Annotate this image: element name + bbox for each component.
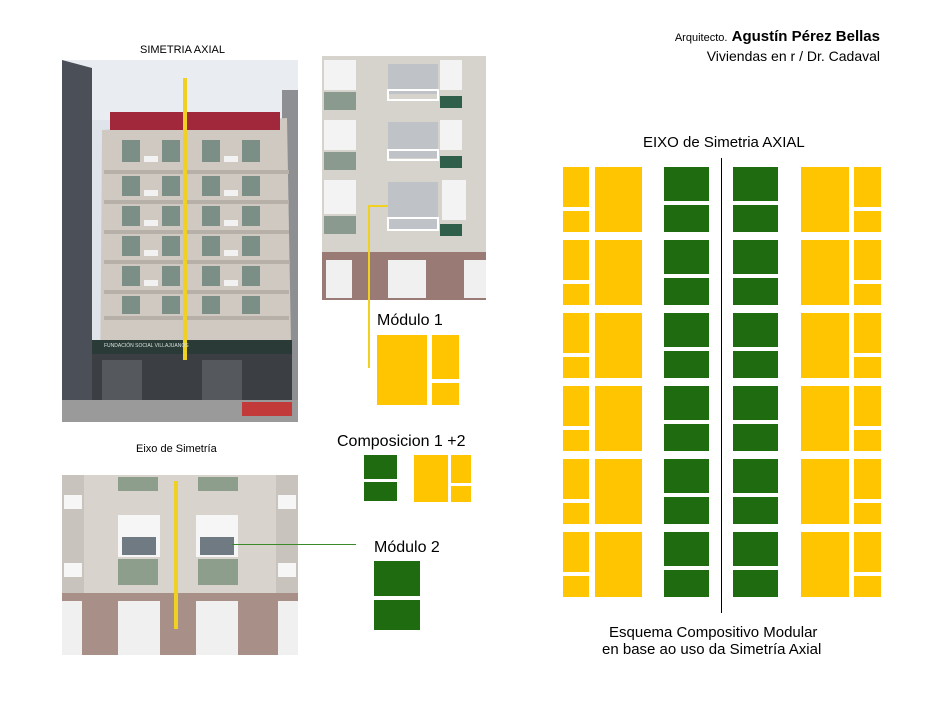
scheme-green-bottom [733,424,778,451]
architect-prefix: Arquitecto. [674,32,728,44]
simetria-axial-label: SIMETRIA AXIAL [140,44,225,56]
symmetry-axis-line [721,158,722,613]
scheme-green-top [664,459,709,493]
scheme-green-bottom [664,205,709,232]
scheme-green-bottom [733,351,778,378]
scheme-yellow-small-top [563,459,589,499]
architect-name: Agustín Pérez Bellas [731,28,880,45]
scheme-yellow-large [595,240,642,305]
scheme-yellow-small-top [563,313,589,353]
scheme-yellow-small-top [854,240,881,280]
scheme-green-bottom [733,497,778,524]
modulo-1-label: Módulo 1 [377,312,443,329]
scheme-yellow-small-bottom [854,576,881,597]
scheme-green-top [733,532,778,566]
facade-sign-text: FUNDACIÓN SOCIAL VILLAJUANOS [104,343,189,349]
modulo-1-block-large [377,335,427,405]
composicion-yellow-bottom [451,486,471,502]
scheme-green-bottom [664,497,709,524]
scheme-yellow-large [801,532,849,597]
composicion-label: Composicion 1 +2 [337,433,466,450]
scheme-yellow-small-bottom [563,357,589,378]
project-name: Viviendas en r / Dr. Cadaval [706,48,880,64]
scheme-yellow-large [595,313,642,378]
facade-detail-photo [322,56,486,300]
scheme-green-top [733,240,778,274]
scheme-green-bottom [664,351,709,378]
scheme-yellow-small-top [854,459,881,499]
eixo-simetria-label: Eixo de Simetría [136,443,217,455]
composicion-yellow-top [451,455,471,483]
modulo-2-leader [232,544,356,545]
scheme-yellow-small-bottom [563,211,589,232]
scheme-yellow-large [801,167,849,232]
composicion-yellow-large [414,455,448,502]
scheme-green-top [733,313,778,347]
scheme-green-top [733,167,778,201]
scheme-yellow-small-top [563,240,589,280]
modulo-2-block-top [374,561,420,596]
composicion-green-bottom [364,482,397,501]
modulo-2-block-bottom [374,600,420,630]
scheme-green-top [664,532,709,566]
scheme-yellow-large [595,532,642,597]
scheme-yellow-small-top [563,532,589,572]
scheme-yellow-large [595,386,642,451]
scheme-green-bottom [664,424,709,451]
scheme-yellow-small-bottom [854,503,881,524]
scheme-yellow-large [595,459,642,524]
scheme-green-top [664,386,709,420]
scheme-green-top [664,240,709,274]
scheme-yellow-large [801,459,849,524]
scheme-green-bottom [664,570,709,597]
scheme-yellow-small-bottom [563,503,589,524]
scheme-yellow-small-bottom [563,430,589,451]
modulo-1-block-bottom [432,383,459,405]
scheme-caption-line-2: en base ao uso da Simetría Axial [602,641,822,658]
scheme-yellow-large [595,167,642,232]
scheme-yellow-small-top [854,167,881,207]
modulo-2-label: Módulo 2 [374,539,440,556]
scheme-title: EIXO de Simetria AXIAL [643,134,805,151]
scheme-yellow-small-bottom [854,211,881,232]
scheme-green-bottom [733,278,778,305]
architect-line [675,28,880,45]
modulo-1-block-top [432,335,459,379]
scheme-green-top [664,313,709,347]
scheme-yellow-small-bottom [563,576,589,597]
scheme-yellow-large [801,313,849,378]
scheme-yellow-large [801,240,849,305]
compositional-scheme [563,167,881,612]
composicion-green-top [364,455,397,479]
axis-detail-photo [62,475,298,655]
modulo-1-leader-tick [368,205,388,207]
scheme-green-top [664,167,709,201]
scheme-yellow-small-top [854,313,881,353]
scheme-green-bottom [733,205,778,232]
scheme-yellow-small-top [563,386,589,426]
scheme-green-top [733,386,778,420]
scheme-yellow-small-top [854,386,881,426]
scheme-green-bottom [733,570,778,597]
building-facade-photo [62,60,298,422]
scheme-green-bottom [664,278,709,305]
scheme-yellow-small-top [563,167,589,207]
scheme-yellow-small-bottom [854,430,881,451]
scheme-yellow-small-top [854,532,881,572]
scheme-yellow-small-bottom [854,284,881,305]
scheme-caption-line-1: Esquema Compositivo Modular [609,624,818,641]
scheme-yellow-large [801,386,849,451]
modulo-1-leader [368,205,370,368]
scheme-yellow-small-bottom [854,357,881,378]
scheme-green-top [733,459,778,493]
scheme-yellow-small-bottom [563,284,589,305]
